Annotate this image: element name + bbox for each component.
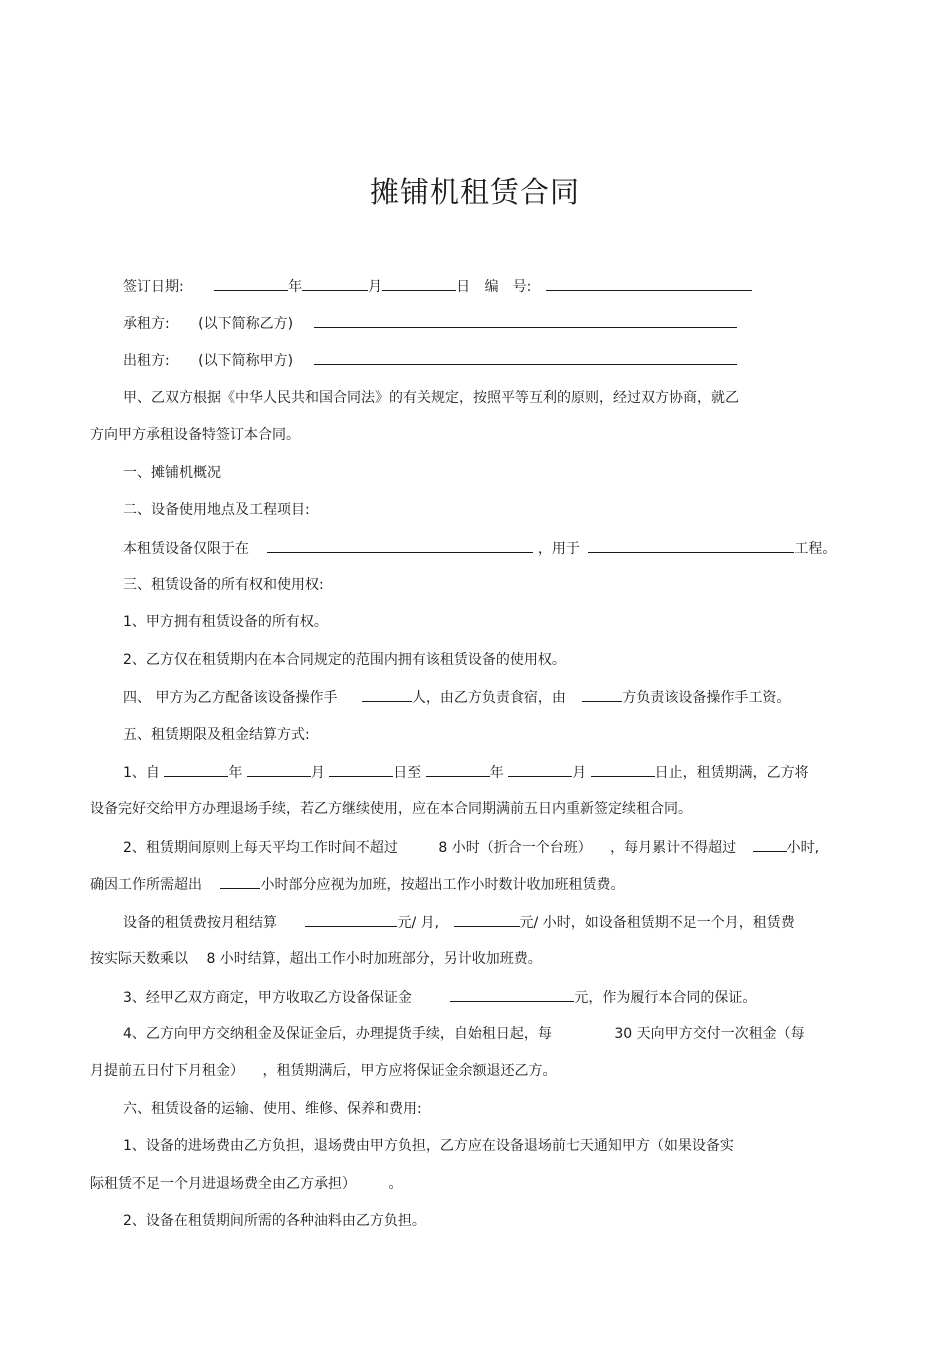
work-hours-line-2 [90,874,624,895]
intro-line-2: 方向甲方承租设备特签订本合同。 [90,427,300,443]
project-blank[interactable] [588,538,794,553]
monthly-cap-text: ，每月累计不得超过 [610,840,737,856]
intro-line-1: 甲、乙双方根据《中华人民共和国合同法》的有关规定，按照平等互利的原则，经过双方协商，就乙 [123,390,739,406]
location-text: 本租赁设备仅限于在 [123,541,249,557]
lease-period-line-2: 设备完好交给甲方办理退场手续，若乙方继续使用，应在本合同期满前五日内重新签定续租合同。 [90,801,692,817]
operator-text-end: 方负责该设备操作手工资。 [622,690,791,706]
section-3-item-1: 1、甲方拥有租赁设备的所有权。 [123,614,328,630]
lessee-alias: (以下简称乙方) [198,316,294,332]
refund-text: ，租赁期满后，甲方应将保证金余额退还乙方。 [262,1063,557,1079]
section-3-item-2: 2、乙方仅在租赁期内在本合同规定的范围内拥有该租赁设备的使用权。 [123,652,566,668]
deposit-blank[interactable] [450,987,574,1002]
hourly-rent-blank[interactable] [454,912,520,927]
payment-text: 4、乙方向甲方交纳租金及保证金后，办理提货手续，自始租日起，每 [123,1026,552,1042]
sign-day-label: 日 [456,279,471,295]
sign-year-blank[interactable] [214,276,288,291]
work-hours-text: 2、租赁期间原则上每天平均工作时间不超过 [123,840,398,856]
payment-line-1 [123,1024,805,1044]
lease-period-line-1 [123,762,809,783]
daily-calc-text: 按实际天数乘以 [90,951,188,967]
contract-number-blank[interactable] [546,276,752,291]
start-day-label: 日至 [393,765,422,781]
start-month-blank[interactable] [247,762,311,777]
document-title: 摊铺机租赁合同 [369,175,580,209]
prepay-text: 月提前五日付下月租金） [90,1063,244,1079]
sign-month-blank[interactable] [302,276,368,291]
contract-number-label: 编 号: [484,279,532,295]
end-day-blank[interactable] [591,762,655,777]
sign-year-label: 年 [288,279,303,295]
start-day-blank[interactable] [329,762,393,777]
overtime-rule-text: 小时部分应视为加班，按超出工作小时数计收加班租赁费。 [260,877,625,893]
payment-interval-text: 30 天向甲方交付一次租金（每 [614,1026,805,1042]
lessor-blank[interactable] [314,350,737,365]
end-year-label: 年 [489,765,504,781]
start-month-label: 月 [310,765,325,781]
lessor-alias: (以下简称甲方) [198,353,294,369]
end-month-label: 月 [572,765,587,781]
rent-fee-line-1 [123,912,795,933]
lease-end-text: 日止，租赁期满，乙方将 [654,765,809,781]
lessee-label: 承租方: [123,316,170,332]
work-hours-shift: 8 小时（折合一个台班） [438,840,592,856]
deposit-line [123,987,756,1008]
start-year-label: 年 [228,765,243,781]
rent-fee-line-2 [90,949,542,969]
rent-monthly-text: 设备的租赁费按月租结算 [123,915,277,931]
section-6-heading: 六、租赁设备的运输、使用、维修、保养和费用: [123,1101,422,1117]
overtime-hours-blank[interactable] [220,874,260,889]
monthly-hours-unit: 小时, [786,840,820,856]
transport-line-1: 1、设备的进场费由乙方负担，退场费由甲方负担，乙方应在设备退场前七天通知甲方（如果设备实 [123,1138,734,1154]
lease-from-text: 1、自 [123,765,160,781]
section-4-line [123,687,790,708]
section-2-location-line [123,538,836,559]
monthly-rent-blank[interactable] [305,912,397,927]
sign-day-blank[interactable] [382,276,456,291]
work-hours-line-1 [123,837,819,858]
end-year-blank[interactable] [426,762,490,777]
end-month-blank[interactable] [508,762,572,777]
hourly-rent-unit: 元/ 小时，如设备租赁期不足一个月，租赁费 [519,915,795,931]
wage-party-blank[interactable] [582,687,622,702]
section-5-heading: 五、租赁期限及租金结算方式: [123,727,310,743]
transport-line-2 [90,1174,402,1194]
transport-end-punct: 。 [388,1176,403,1192]
used-for-text: ，用于 [537,541,580,557]
daily-calc-rule: 8 小时结算，超出工作小时加班部分，另计收加班费。 [206,951,542,967]
deposit-unit-text: 元，作为履行本合同的保证。 [574,990,757,1006]
lessor-line [123,350,737,371]
sign-date-label: 签订日期: [123,279,184,295]
monthly-rent-unit: 元/ 月, [397,915,440,931]
operator-text-mid: 人，由乙方负责食宿，由 [411,690,566,706]
sign-date-line [123,276,752,297]
sign-month-label: 月 [368,279,383,295]
lessee-line [123,313,737,334]
lessee-blank[interactable] [314,313,737,328]
payment-line-2 [90,1061,556,1081]
monthly-hours-blank[interactable] [753,837,787,852]
transport-cost-text: 际租赁不足一个月进退场费全由乙方承担） [90,1176,356,1192]
fuel-line: 2、设备在租赁期间所需的各种油料由乙方负担。 [123,1213,426,1229]
location-blank[interactable] [267,538,533,553]
operator-text: 四、 甲方为乙方配备该设备操作手 [123,690,338,706]
project-suffix: 工程。 [794,541,837,557]
operator-count-blank[interactable] [362,687,412,702]
section-2-heading: 二、设备使用地点及工程项目: [123,502,310,518]
start-year-blank[interactable] [164,762,228,777]
section-3-heading: 三、租赁设备的所有权和使用权: [123,577,324,593]
lessor-label: 出租方: [123,353,170,369]
section-1-heading: 一、摊铺机概况 [123,465,221,481]
overtime-text: 确因工作所需超出 [90,877,202,893]
deposit-text: 3、经甲乙双方商定，甲方收取乙方设备保证金 [123,990,412,1006]
